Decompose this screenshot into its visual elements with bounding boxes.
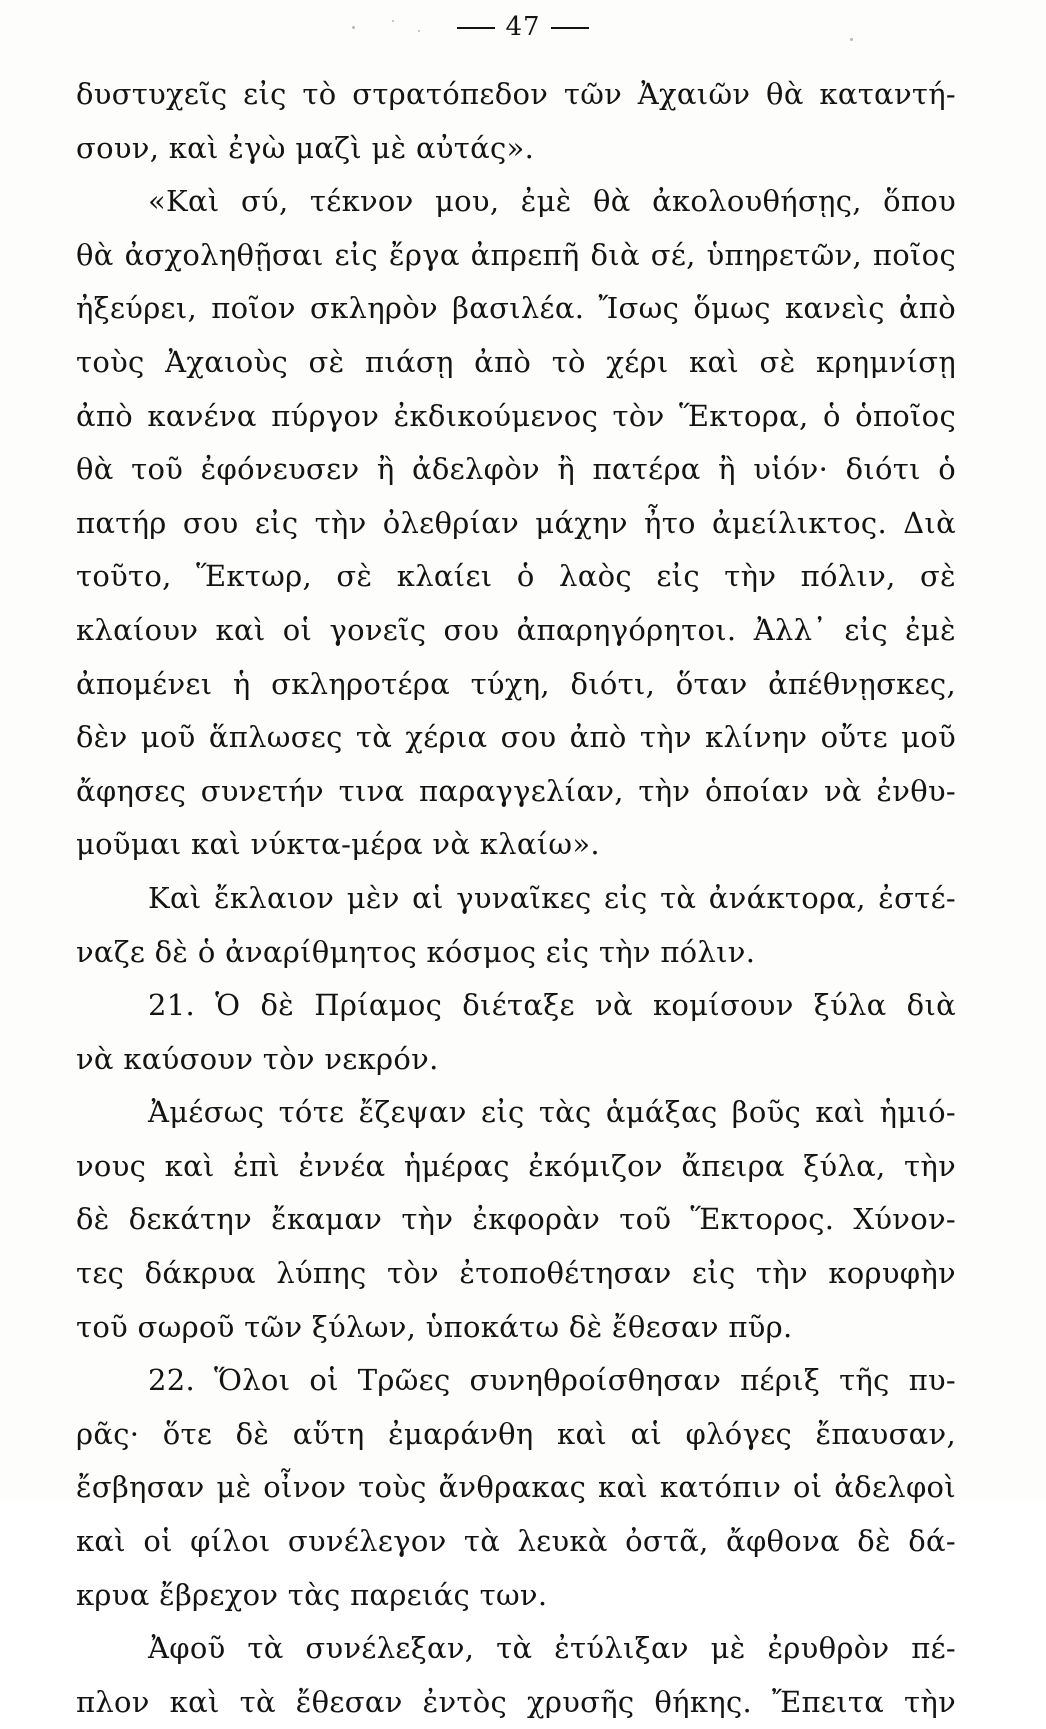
text-line: πατήρ σου εἰς τὴν ὀλεθρίαν μάχην ἦτο ἀμείλικτος. Διὰ <box>76 505 956 540</box>
text-line: Ἀμέσως τότε ἔζεψαν εἰς τὰς ἁμάξας βοῦς καὶ ἡμιό- <box>148 1095 956 1130</box>
text-line: μοῦμαι καὶ νύκτα-μέρα νὰ κλαίω». <box>76 827 600 862</box>
text-line: ἀπομένει ἡ σκληροτέρα τύχη, διότι, ὅταν ἀπέθνῃσκες, <box>76 666 956 701</box>
dash-right <box>551 27 589 29</box>
text-line: ἀπὸ κανένα πύργον ἐκδικούμενος τὸν Ἕκτορα, ὁ ὁποῖος <box>76 398 956 433</box>
body-text <box>76 68 956 1729</box>
text-line: νὰ καύσουν τὸν νεκρόν. <box>76 1041 439 1076</box>
text-line: τοῦτο, Ἕκτωρ, σὲ κλαίει ὁ λαὸς εἰς τὴν πόλιν, σὲ <box>76 559 956 594</box>
text-line: Ἀφοῦ τὰ συνέλεξαν, τὰ ἐτύλιξαν μὲ ἐρυθρὸν πέ- <box>148 1631 956 1666</box>
print-speck <box>392 20 394 22</box>
text-line: καὶ οἱ φίλοι συνέλεγον τὰ λευκὰ ὀστᾶ, ἄφθονα δὲ δά- <box>76 1524 956 1559</box>
text-line: τοῦ σωροῦ τῶν ξύλων, ὑποκάτω δὲ ἔθεσαν πῦρ. <box>76 1309 793 1344</box>
text-line: Καὶ ἔκλαιον μὲν αἱ γυναῖκες εἰς τὰ ἀνάκτορα, ἐστέ- <box>148 880 956 915</box>
print-speck <box>850 38 853 41</box>
text-line: κλαίουν καὶ οἱ γονεῖς σου ἀπαρηγόρητοι. Ἀλλ᾽ εἰς ἐμὲ <box>76 612 956 647</box>
page-number <box>0 12 1046 42</box>
text-line: δὲν μοῦ ἅπλωσες τὰ χέρια σου ἀπὸ τὴν κλίνην οὔτε μοῦ <box>76 720 956 755</box>
text-line: πλον καὶ τὰ ἔθεσαν ἐντὸς χρυσῆς θήκης. Ἔπειτα τὴν <box>76 1684 956 1719</box>
text-line: 21. Ὁ δὲ Πρίαμος διέταξε νὰ κομίσουν ξύλα διὰ <box>148 988 956 1023</box>
text-line: 22. Ὅλοι οἱ Τρῶες συνηθροίσθησαν πέριξ τῆς πυ- <box>148 1363 956 1398</box>
print-speck <box>418 30 420 32</box>
text-line: θὰ ἀσχοληθῇσαι εἰς ἔργα ἀπρεπῆ διὰ σέ, ὑπηρετῶν, ποῖος <box>76 237 956 272</box>
text-line: τοὺς Ἀχαιοὺς σὲ πιάσῃ ἀπὸ τὸ χέρι καὶ σὲ κρημνίσῃ <box>76 344 956 379</box>
text-line: ρᾶς· ὅτε δὲ αὕτη ἐμαράνθη καὶ αἱ φλόγες ἔπαυσαν, <box>76 1416 956 1451</box>
text-line: σουν, καὶ ἐγὼ μαζὶ μὲ αὐτάς». <box>76 130 535 165</box>
text-line: δὲ δεκάτην ἔκαμαν τὴν ἐκφορὰν τοῦ Ἕκτορος. Χύνον- <box>76 1202 956 1237</box>
text-line: ἄφησες συνετήν τινα παραγγελίαν, τὴν ὁποίαν νὰ ἐνθυ- <box>76 773 956 808</box>
text-line: ναζε δὲ ὁ ἀναρίθμητος κόσμος εἰς τὴν πόλιν. <box>76 934 756 969</box>
text-line: ἔσβησαν μὲ οἶνον τοὺς ἄνθρακας καὶ κατόπιν οἱ ἀδελφοὶ <box>76 1470 956 1505</box>
text-line: νους καὶ ἐπὶ ἐννέα ἡμέρας ἐκόμιζον ἄπειρα ξύλα, τὴν <box>76 1148 956 1183</box>
text-line: κρυα ἔβρεχον τὰς παρειάς των. <box>76 1577 548 1612</box>
print-speck <box>352 26 355 29</box>
text-line: θὰ τοῦ ἐφόνευσεν ἢ ἀδελφὸν ἢ πατέρα ἢ υἱόν· διότι ὁ <box>76 452 956 487</box>
dash-left <box>457 27 495 29</box>
text-line: δυστυχεῖς εἰς τὸ στρατόπεδον τῶν Ἀχαιῶν θὰ καταντή- <box>76 77 956 111</box>
text-line: τες δάκρυα λύπης τὸν ἐτοποθέτησαν εἰς τὴν κορυφὴν <box>76 1256 956 1291</box>
page-number-value: 47 <box>505 12 541 42</box>
text-line: «Καὶ σύ, τέκνον μου, ἐμὲ θὰ ἀκολουθήσῃς, ὅπου <box>148 184 956 219</box>
text-line: ἠξεύρει, ποῖον σκληρὸν βασιλέα. Ἴσως ὅμως κανεὶς ἀπὸ <box>76 291 956 326</box>
